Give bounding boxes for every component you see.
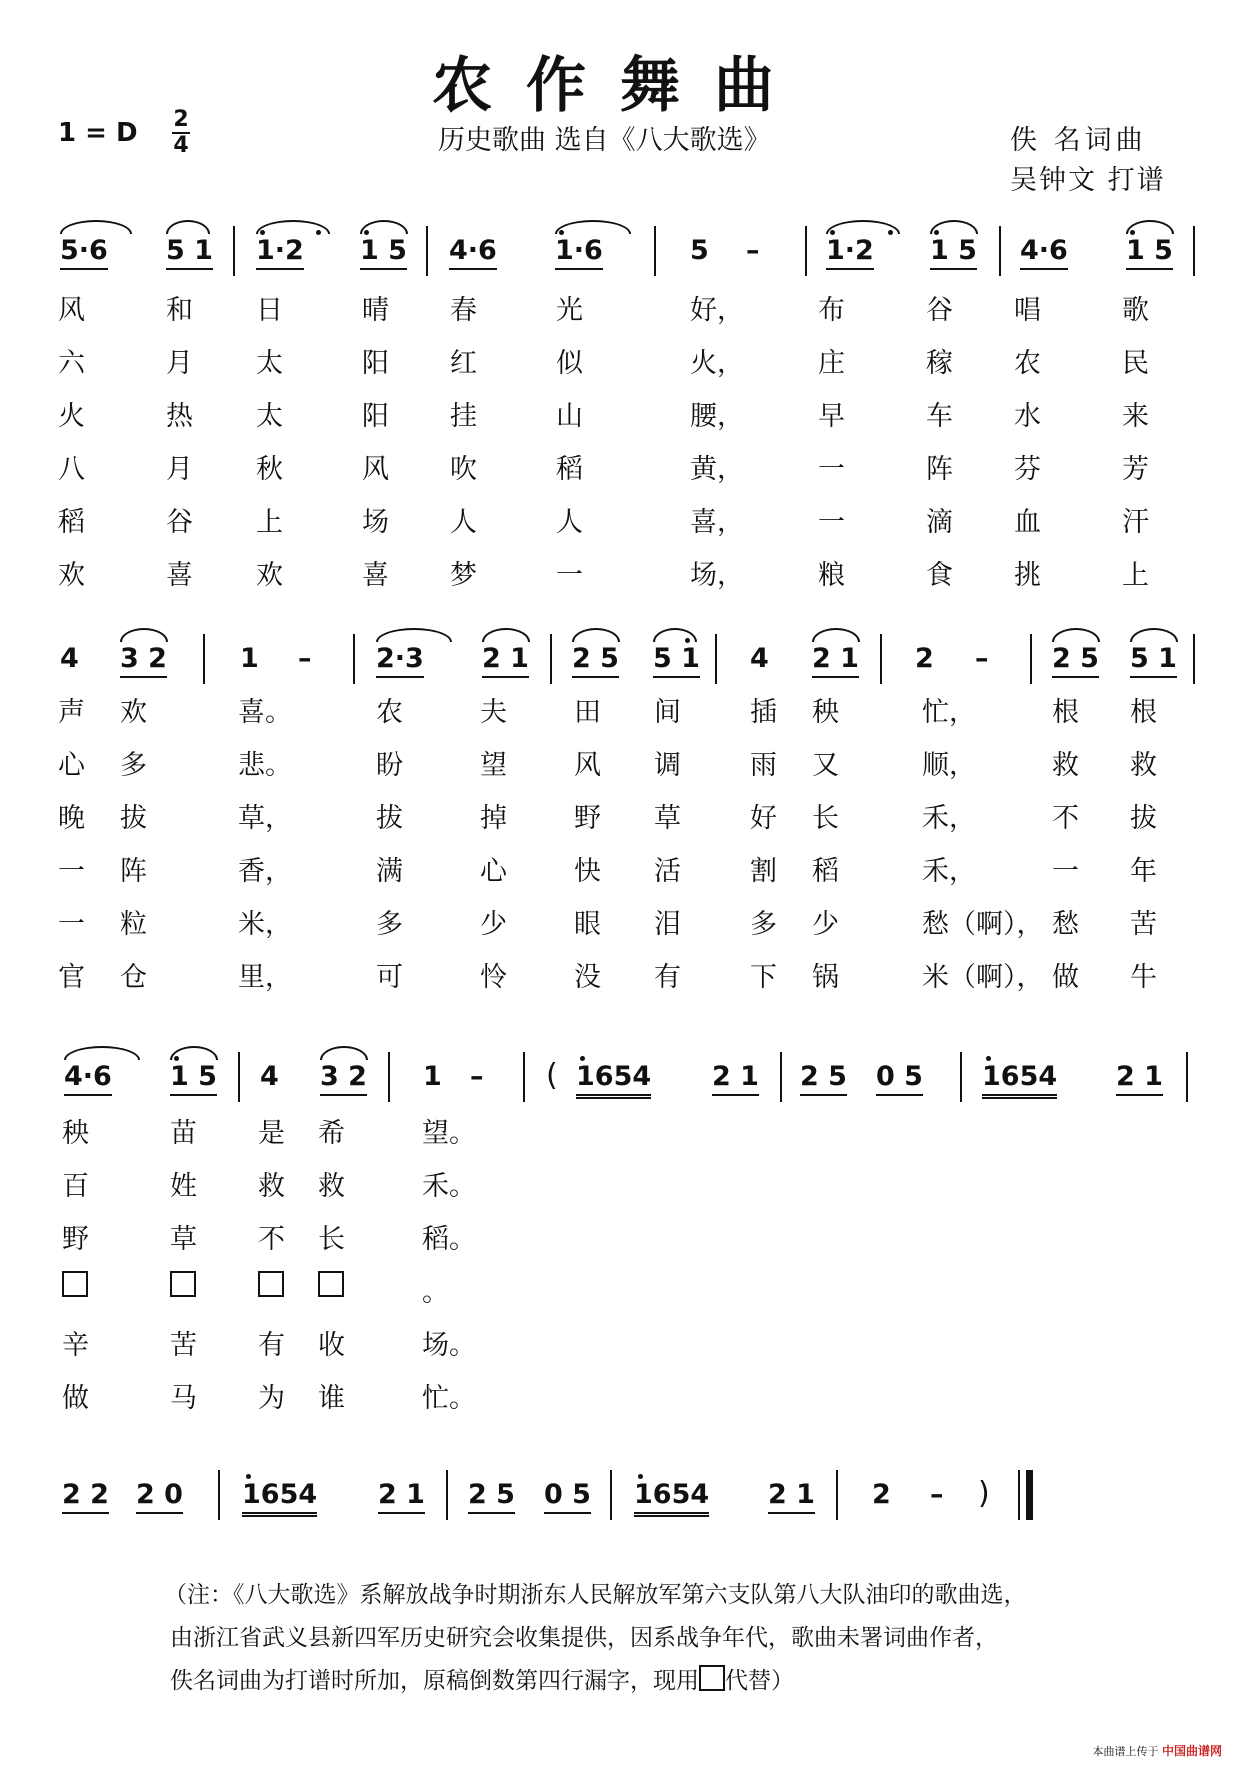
lyric-syllable: 香， bbox=[238, 856, 292, 887]
lyric-syllable: 月 bbox=[166, 454, 193, 485]
lyric-syllable: 粒 bbox=[120, 909, 147, 940]
lyric-syllable: 农 bbox=[1014, 348, 1041, 379]
lyric-syllable: 满 bbox=[376, 856, 403, 887]
lyrics3-verse-3 bbox=[0, 1217, 1240, 1257]
lyric-syllable: 拔 bbox=[1130, 803, 1157, 834]
lyric-syllable: 阵 bbox=[120, 856, 147, 887]
lyric-syllable: 野 bbox=[62, 1224, 89, 1255]
lyric-syllable: 声 bbox=[58, 697, 85, 728]
lyric-syllable: 泪 bbox=[654, 909, 681, 940]
lyric-syllable: 活 bbox=[654, 856, 681, 887]
lyric-syllable: 做 bbox=[1052, 962, 1079, 993]
lyric-syllable: 稻。 bbox=[422, 1224, 476, 1255]
lyric-syllable: 禾， bbox=[922, 803, 976, 834]
lyric-syllable: 顺， bbox=[922, 750, 976, 781]
transcriber-credit: 吴钟文 打谱 bbox=[1010, 165, 1166, 196]
lyric-syllable: 上 bbox=[256, 507, 283, 538]
lyric-syllable: 食 bbox=[926, 560, 953, 591]
lyric-syllable: 苗 bbox=[170, 1118, 197, 1149]
site-logo-text: 中国曲谱网 bbox=[1161, 1744, 1222, 1758]
lyric-syllable: 夫 bbox=[480, 697, 507, 728]
lyric-syllable: 官 bbox=[58, 962, 85, 993]
lyric-syllable: 喜 bbox=[166, 560, 193, 591]
lyrics2-verse-6 bbox=[0, 955, 1240, 995]
lyric-syllable bbox=[62, 1270, 88, 1301]
lyric-syllable: 插 bbox=[750, 697, 777, 728]
lyric-syllable: 人 bbox=[450, 507, 477, 538]
song-subtitle: 历史歌曲 选自《八大歌选》 bbox=[438, 125, 771, 156]
missing-char-box bbox=[258, 1271, 284, 1297]
lyric-syllable: 年 bbox=[1130, 856, 1157, 887]
lyric-syllable: 眼 bbox=[574, 909, 601, 940]
lyric-syllable: 光 bbox=[556, 295, 583, 326]
lyric-syllable: 稻 bbox=[58, 507, 85, 538]
lyric-syllable: 禾， bbox=[922, 856, 976, 887]
lyric-syllable: 忙， bbox=[922, 697, 976, 728]
lyric-syllable: 太 bbox=[256, 348, 283, 379]
lyric-syllable: 晴 bbox=[362, 295, 389, 326]
lyrics2-verse-1 bbox=[0, 690, 1240, 730]
lyric-syllable: 禾。 bbox=[422, 1171, 476, 1202]
footnote-line-2: 由浙江省武义县新四军历史研究会收集提供，因系战争年代，歌曲未署词曲作者， bbox=[170, 1625, 998, 1651]
key-signature: 1 = D bbox=[58, 118, 138, 148]
footnote-line-3: 佚名词曲为打谱时所加，原稿倒数第四行漏字，现用 代替） bbox=[170, 1660, 1130, 1703]
composer-credit: 佚 名词曲 bbox=[1010, 125, 1147, 156]
lyrics2-verse-5 bbox=[0, 902, 1240, 942]
lyrics2-verse-4 bbox=[0, 849, 1240, 889]
lyric-syllable: 挑 bbox=[1014, 560, 1041, 591]
lyric-syllable: 雨 bbox=[750, 750, 777, 781]
lyric-syllable: 多 bbox=[750, 909, 777, 940]
lyric-syllable: 一 bbox=[818, 454, 845, 485]
lyric-syllable: 不 bbox=[258, 1224, 285, 1255]
footnote bbox=[164, 1574, 1130, 1703]
lyric-syllable: 是 bbox=[258, 1118, 285, 1149]
lyric-syllable: 上 bbox=[1122, 560, 1149, 591]
lyric-syllable: 阳 bbox=[362, 348, 389, 379]
lyric-syllable: 为 bbox=[258, 1383, 285, 1414]
lyric-syllable: 场。 bbox=[422, 1330, 476, 1361]
lyric-syllable: 愁（啊）， bbox=[922, 909, 1044, 940]
lyric-syllable: 拔 bbox=[120, 803, 147, 834]
lyric-syllable: 望。 bbox=[422, 1118, 476, 1149]
lyric-syllable: 救 bbox=[1052, 750, 1079, 781]
lyric-syllable: 稼 bbox=[926, 348, 953, 379]
lyric-syllable: 一 bbox=[556, 560, 583, 591]
notation-line-4: 2 2 2 0 1654 2 1 2 5 0 5 1654 2 1 2 – ) bbox=[0, 1482, 1240, 1542]
lyric-syllable: 有 bbox=[654, 962, 681, 993]
lyric-syllable: 收 bbox=[318, 1330, 345, 1361]
lyric-syllable: 怜 bbox=[480, 962, 507, 993]
lyric-syllable: 欢 bbox=[256, 560, 283, 591]
lyric-syllable: 间 bbox=[654, 697, 681, 728]
lyric-syllable: 百 bbox=[62, 1171, 89, 1202]
lyric-syllable: 好 bbox=[750, 803, 777, 834]
missing-char-box bbox=[62, 1271, 88, 1297]
lyric-syllable: 似 bbox=[556, 348, 583, 379]
lyric-syllable: 割 bbox=[750, 856, 777, 887]
lyric-syllable: 粮 bbox=[818, 560, 845, 591]
lyric-syllable: 掉 bbox=[480, 803, 507, 834]
lyric-syllable: 人 bbox=[556, 507, 583, 538]
lyric-syllable: 场， bbox=[690, 560, 744, 591]
lyric-syllable: 根 bbox=[1130, 697, 1157, 728]
lyric-syllable: 快 bbox=[574, 856, 601, 887]
lyric-syllable: 。 bbox=[422, 1277, 449, 1308]
lyric-syllable: 梦 bbox=[450, 560, 477, 591]
lyric-syllable: 牛 bbox=[1130, 962, 1157, 993]
lyric-syllable: 里， bbox=[238, 962, 292, 993]
lyric-syllable: 车 bbox=[926, 401, 953, 432]
lyric-syllable: 欢 bbox=[120, 697, 147, 728]
lyric-syllable bbox=[258, 1270, 284, 1301]
song-title: 农作舞曲 bbox=[432, 51, 808, 121]
lyric-syllable: 忙。 bbox=[422, 1383, 476, 1414]
lyric-syllable: 愁 bbox=[1052, 909, 1079, 940]
lyric-syllable bbox=[318, 1270, 344, 1301]
lyric-syllable: 滴 bbox=[926, 507, 953, 538]
lyric-syllable: 望 bbox=[480, 750, 507, 781]
lyric-syllable: 血 bbox=[1014, 507, 1041, 538]
lyric-syllable: 悲。 bbox=[238, 750, 292, 781]
lyric-syllable: 挂 bbox=[450, 401, 477, 432]
lyric-syllable: 谷 bbox=[926, 295, 953, 326]
lyric-syllable: 一 bbox=[58, 909, 85, 940]
lyric-syllable: 苦 bbox=[170, 1330, 197, 1361]
lyric-syllable: 秧 bbox=[812, 697, 839, 728]
lyric-syllable: 米， bbox=[238, 909, 292, 940]
footer-text: 本曲谱上传于 bbox=[1092, 1745, 1159, 1758]
lyric-syllable: 一 bbox=[1052, 856, 1079, 887]
lyric-syllable: 救 bbox=[1130, 750, 1157, 781]
lyric-syllable: 月 bbox=[166, 348, 193, 379]
lyric-syllable: 辛 bbox=[62, 1330, 89, 1361]
lyric-syllable: 没 bbox=[574, 962, 601, 993]
notation-line-2: 4 3 2 1 – 2·3 2 1 2 5 5 1 4 2 1 2 – 2 5 5 1 bbox=[0, 646, 1240, 706]
lyric-syllable: 不 bbox=[1052, 803, 1079, 834]
lyric-syllable: 一 bbox=[818, 507, 845, 538]
lyric-syllable: 歌 bbox=[1122, 295, 1149, 326]
lyric-syllable: 吹 bbox=[450, 454, 477, 485]
lyric-syllable: 好， bbox=[690, 295, 744, 326]
missing-char-box bbox=[170, 1271, 196, 1297]
lyric-syllable: 火， bbox=[690, 348, 744, 379]
lyric-syllable: 下 bbox=[750, 962, 777, 993]
missing-char-box bbox=[699, 1665, 725, 1691]
lyric-syllable: 有 bbox=[258, 1330, 285, 1361]
lyric-syllable: 风 bbox=[362, 454, 389, 485]
lyrics1-verse-4 bbox=[0, 447, 1240, 487]
lyrics2-verse-3 bbox=[0, 796, 1240, 836]
lyric-syllable: 拔 bbox=[376, 803, 403, 834]
lyric-syllable: 红 bbox=[450, 348, 477, 379]
notation-line-1: 5·6 5 1 1·2 1 5 4·6 1·6 5 – 1·2 1 5 4·6 1 5 bbox=[0, 238, 1240, 298]
lyric-syllable: 谷 bbox=[166, 507, 193, 538]
lyric-syllable: 早 bbox=[818, 401, 845, 432]
lyric-syllable: 做 bbox=[62, 1383, 89, 1414]
lyric-syllable: 春 bbox=[450, 295, 477, 326]
lyric-syllable: 草 bbox=[170, 1224, 197, 1255]
lyric-syllable: 仓 bbox=[120, 962, 147, 993]
lyric-syllable: 和 bbox=[166, 295, 193, 326]
lyric-syllable: 长 bbox=[318, 1224, 345, 1255]
lyric-syllable: 稻 bbox=[556, 454, 583, 485]
lyric-syllable: 希 bbox=[318, 1118, 345, 1149]
lyric-syllable: 姓 bbox=[170, 1171, 197, 1202]
lyric-syllable: 欢 bbox=[58, 560, 85, 591]
lyric-syllable: 庄 bbox=[818, 348, 845, 379]
lyrics2-verse-2 bbox=[0, 743, 1240, 783]
lyric-syllable: 喜， bbox=[690, 507, 744, 538]
lyrics1-verse-6 bbox=[0, 553, 1240, 593]
lyric-syllable: 火 bbox=[58, 401, 85, 432]
lyric-syllable: 谁 bbox=[318, 1383, 345, 1414]
lyrics1-verse-3 bbox=[0, 394, 1240, 434]
lyric-syllable: 米（啊）， bbox=[922, 962, 1044, 993]
lyric-syllable: 喜。 bbox=[238, 697, 292, 728]
lyrics3-verse-2 bbox=[0, 1164, 1240, 1204]
lyric-syllable: 八 bbox=[58, 454, 85, 485]
lyric-syllable: 场 bbox=[362, 507, 389, 538]
lyric-syllable: 秋 bbox=[256, 454, 283, 485]
notation-line-3: 4·6 1 5 4 3 2 1 – ( 1654 2 1 2 5 0 5 1654 2 1 bbox=[0, 1064, 1240, 1124]
lyric-syllable: 一 bbox=[58, 856, 85, 887]
lyric-syllable: 热 bbox=[166, 401, 193, 432]
lyric-syllable: 调 bbox=[654, 750, 681, 781]
lyric-syllable: 风 bbox=[58, 295, 85, 326]
lyrics1-verse-1 bbox=[0, 288, 1240, 328]
footnote-line-1: （注：《八大歌选》系解放战争时期浙东人民解放军第六支队第八大队油印的歌曲选， bbox=[164, 1582, 1027, 1608]
lyric-syllable: 秧 bbox=[62, 1118, 89, 1149]
lyric-syllable: 阵 bbox=[926, 454, 953, 485]
lyric-syllable: 田 bbox=[574, 697, 601, 728]
time-signature bbox=[171, 109, 191, 157]
lyric-syllable: 阳 bbox=[362, 401, 389, 432]
lyric-syllable: 风 bbox=[574, 750, 601, 781]
lyric-syllable: 野 bbox=[574, 803, 601, 834]
lyric-syllable: 晚 bbox=[58, 803, 85, 834]
lyric-syllable: 心 bbox=[58, 750, 85, 781]
time-bottom: 4 bbox=[173, 133, 189, 158]
lyric-syllable: 马 bbox=[170, 1383, 197, 1414]
lyrics1-verse-5 bbox=[0, 500, 1240, 540]
lyric-syllable: 多 bbox=[120, 750, 147, 781]
lyric-syllable: 稻 bbox=[812, 856, 839, 887]
lyric-syllable: 锅 bbox=[812, 962, 839, 993]
lyric-syllable: 苦 bbox=[1130, 909, 1157, 940]
lyric-syllable: 少 bbox=[480, 909, 507, 940]
lyric-syllable: 心 bbox=[480, 856, 507, 887]
lyrics3-verse-1 bbox=[0, 1111, 1240, 1151]
lyric-syllable: 救 bbox=[318, 1171, 345, 1202]
lyric-syllable: 喜 bbox=[362, 560, 389, 591]
lyric-syllable: 民 bbox=[1122, 348, 1149, 379]
lyric-syllable: 布 bbox=[818, 295, 845, 326]
lyrics3-verse-5 bbox=[0, 1323, 1240, 1363]
lyric-syllable: 盼 bbox=[376, 750, 403, 781]
lyric-syllable: 汗 bbox=[1122, 507, 1149, 538]
lyric-syllable: 唱 bbox=[1014, 295, 1041, 326]
lyric-syllable: 芳 bbox=[1122, 454, 1149, 485]
lyric-syllable: 太 bbox=[256, 401, 283, 432]
lyric-syllable: 腰， bbox=[690, 401, 744, 432]
lyric-syllable: 来 bbox=[1122, 401, 1149, 432]
lyric-syllable: 救 bbox=[258, 1171, 285, 1202]
lyric-syllable: 根 bbox=[1052, 697, 1079, 728]
lyric-syllable: 水 bbox=[1014, 401, 1041, 432]
lyric-syllable: 山 bbox=[556, 401, 583, 432]
lyric-syllable bbox=[170, 1270, 196, 1301]
lyric-syllable: 少 bbox=[812, 909, 839, 940]
lyric-syllable: 农 bbox=[376, 697, 403, 728]
lyric-syllable: 多 bbox=[376, 909, 403, 940]
site-footer bbox=[1092, 1742, 1222, 1759]
lyric-syllable: 可 bbox=[376, 962, 403, 993]
lyric-syllable: 芬 bbox=[1014, 454, 1041, 485]
lyric-syllable: 日 bbox=[256, 295, 283, 326]
lyric-syllable: 六 bbox=[58, 348, 85, 379]
lyrics1-verse-2 bbox=[0, 341, 1240, 381]
time-top: 2 bbox=[173, 107, 189, 132]
lyric-syllable: 草， bbox=[238, 803, 292, 834]
lyrics3-verse-4 bbox=[0, 1270, 1240, 1310]
lyric-syllable: 长 bbox=[812, 803, 839, 834]
lyrics3-verse-6 bbox=[0, 1376, 1240, 1416]
lyric-syllable: 黄， bbox=[690, 454, 744, 485]
lyric-syllable: 草 bbox=[654, 803, 681, 834]
missing-char-box bbox=[318, 1271, 344, 1297]
lyric-syllable: 又 bbox=[812, 750, 839, 781]
